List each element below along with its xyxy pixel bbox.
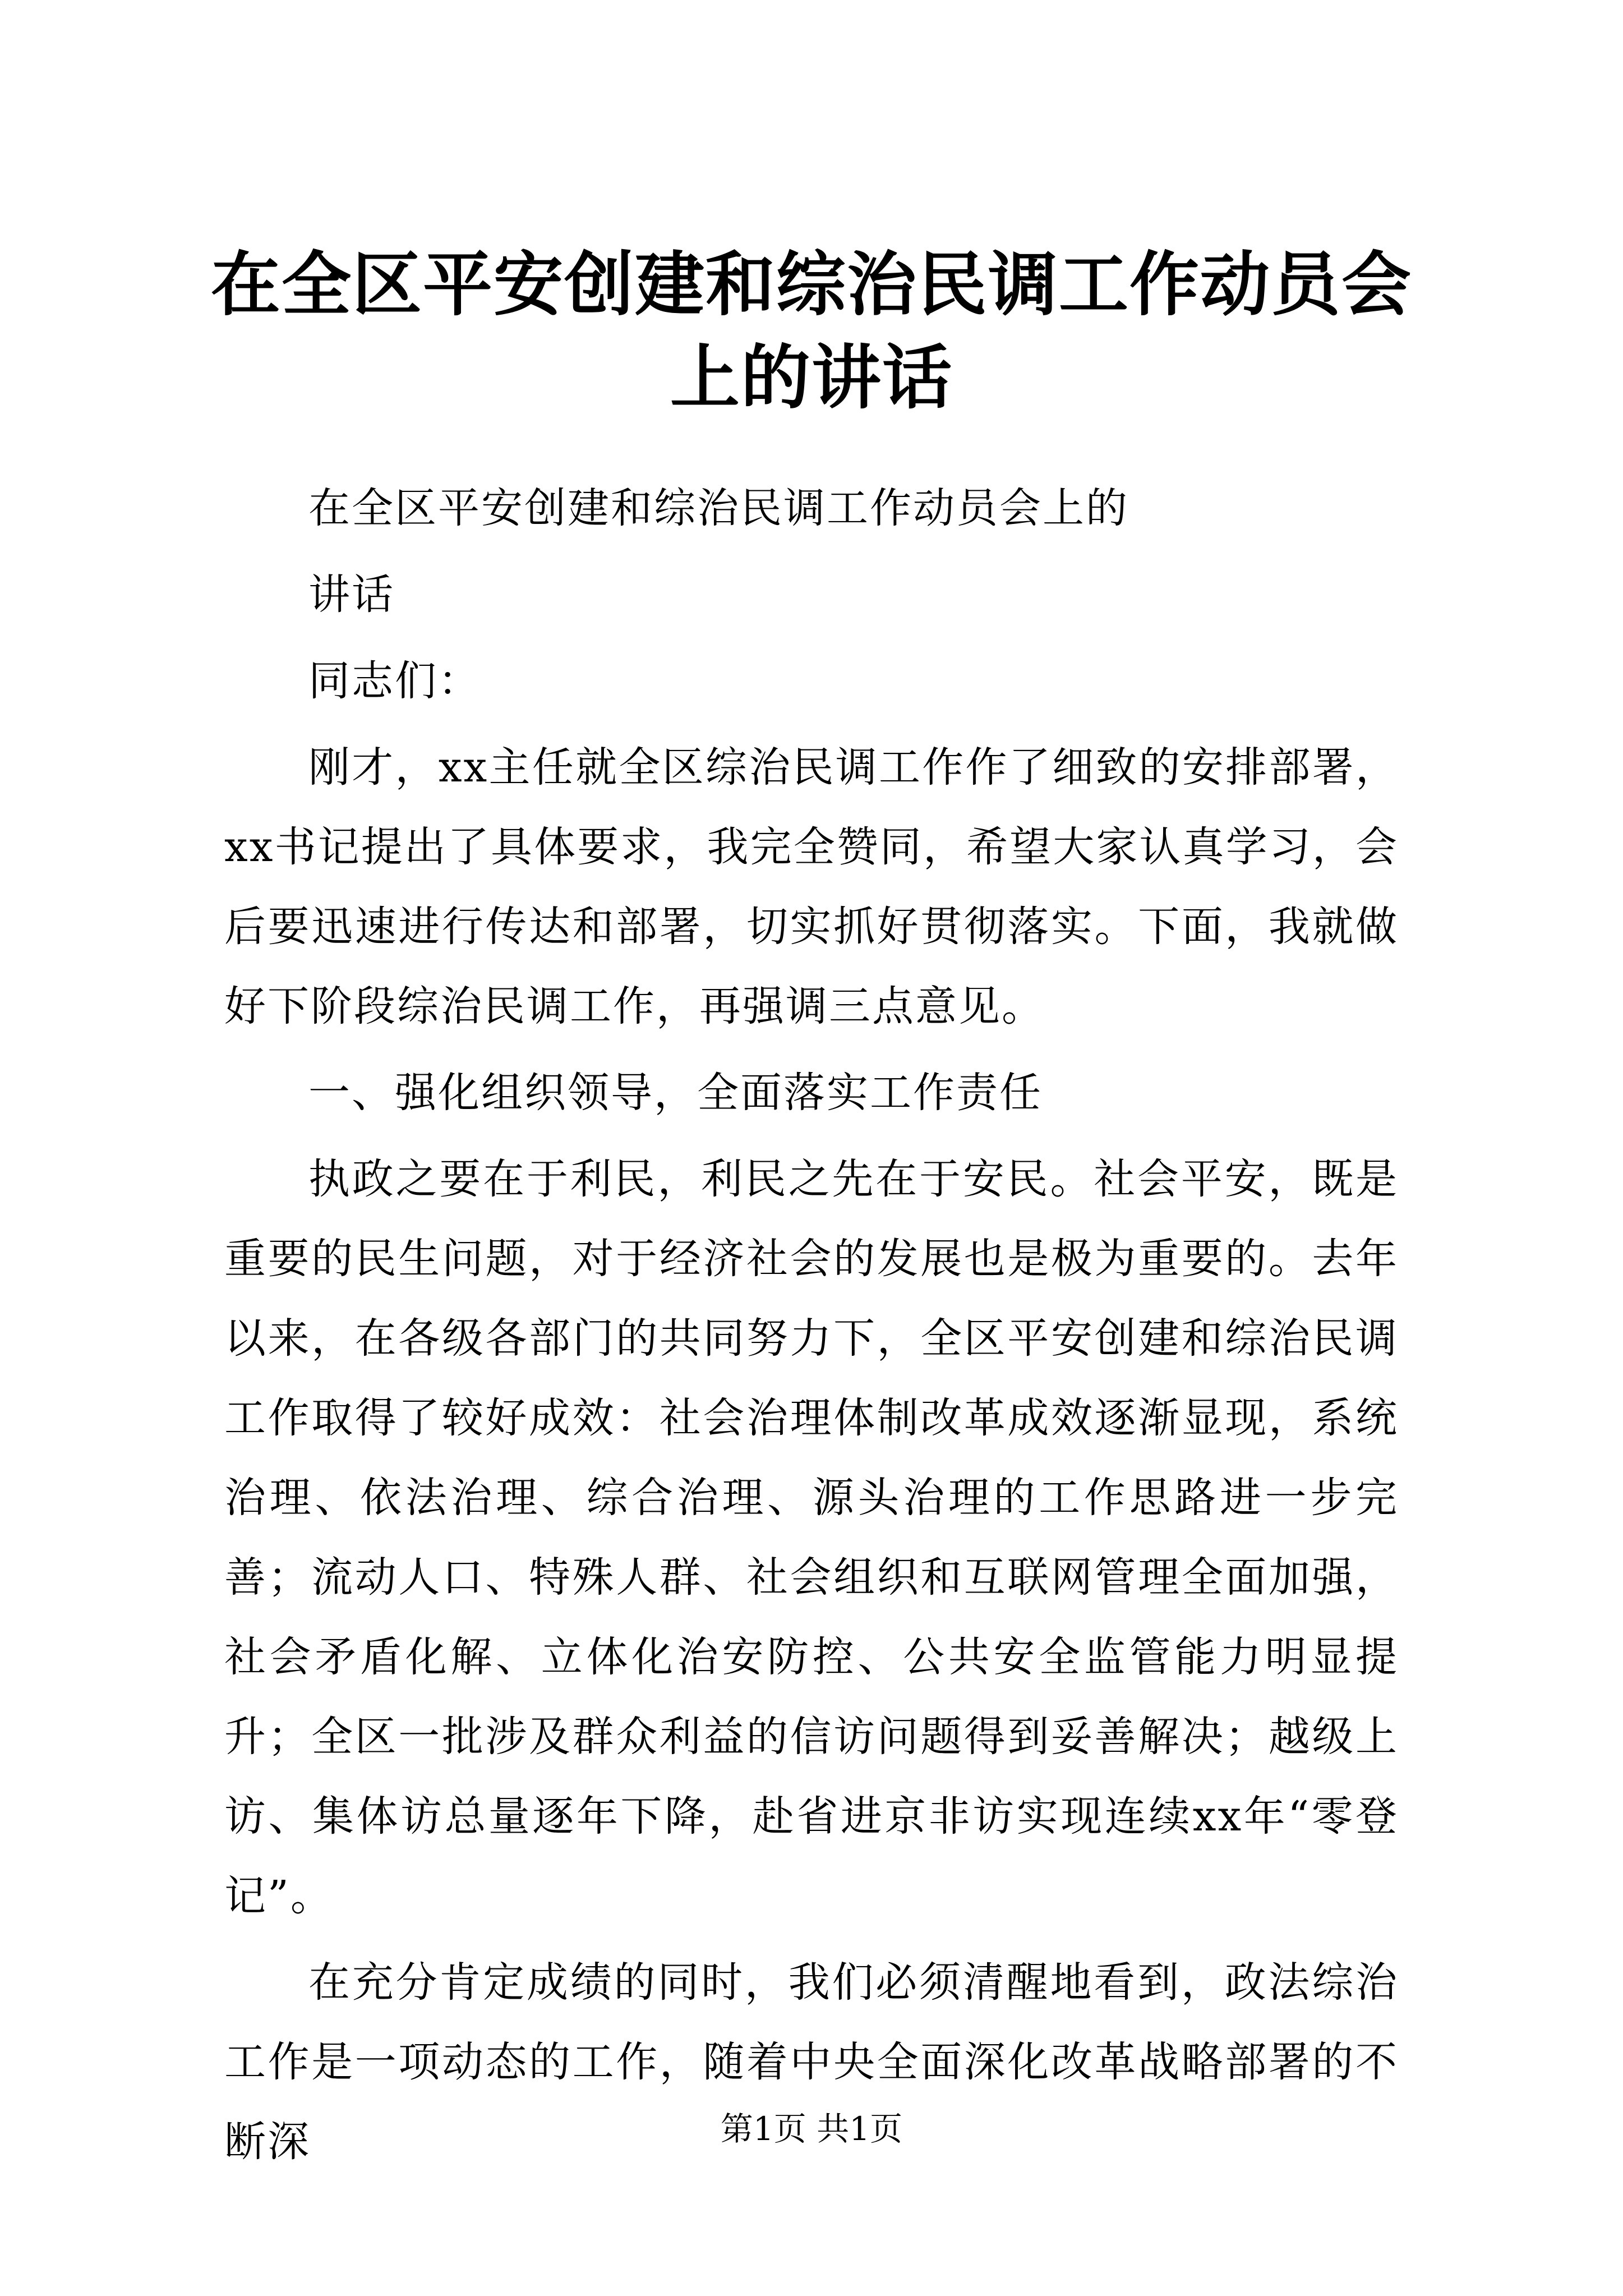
- document-title: 在全区平安创建和综治民调工作动员会上的讲话: [210, 244, 1412, 418]
- paragraph-intro: 刚才，xx主任就全区综治民调工作作了细致的安排部署，xx书记提出了具体要求，我完全赞同，希望大家认真学习，会后要迅速进行传达和部署，切实抓好贯彻落实。下面，我就做好下阶段综治民调工作，再强调三点意见。: [224, 743, 1399, 1030]
- paragraph-salutation: 同志们：: [308, 657, 481, 705]
- section-heading-1: 一、强化组织领导，全面落实工作责任: [308, 1069, 1043, 1117]
- page-footer: 第1页 共1页: [720, 2110, 903, 2148]
- document-body: [224, 468, 1399, 2188]
- paragraph-achievements: 执政之要在于利民，利民之先在于安民。社会平安，既是重要的民生问题，对于经济社会的发展也是极为重要的。去年以来，在各级各部门的共同努力下，全区平安创建和综治民调工作取得了较好成效：社会治理体制改革成效逐渐显现，系统治理、依法治理、综合治理、源头治理的工作思路进一步完善；流动人口、特殊人群、社会组织和互联网管理全面加强，社会矛盾化解、立体化治安防控、公共安全监管能力明显提升；全区一批涉及群众利益的信访问题得到妥善解决；越级上访、集体访总量逐年下降，赴省进京非访实现连续xx年“零登记”。: [224, 1155, 1399, 1920]
- paragraph-challenges: 在充分肯定成绩的同时，我们必须清醒地看到，政法综治工作是一项动态的工作，随着中央全面深化改革战略部署的不断深: [224, 1958, 1399, 2166]
- paragraph-subtitle-line-1: 在全区平安创建和综治民调工作动员会上的: [308, 484, 1129, 532]
- paragraph-subtitle-line-2: 讲话: [308, 570, 395, 619]
